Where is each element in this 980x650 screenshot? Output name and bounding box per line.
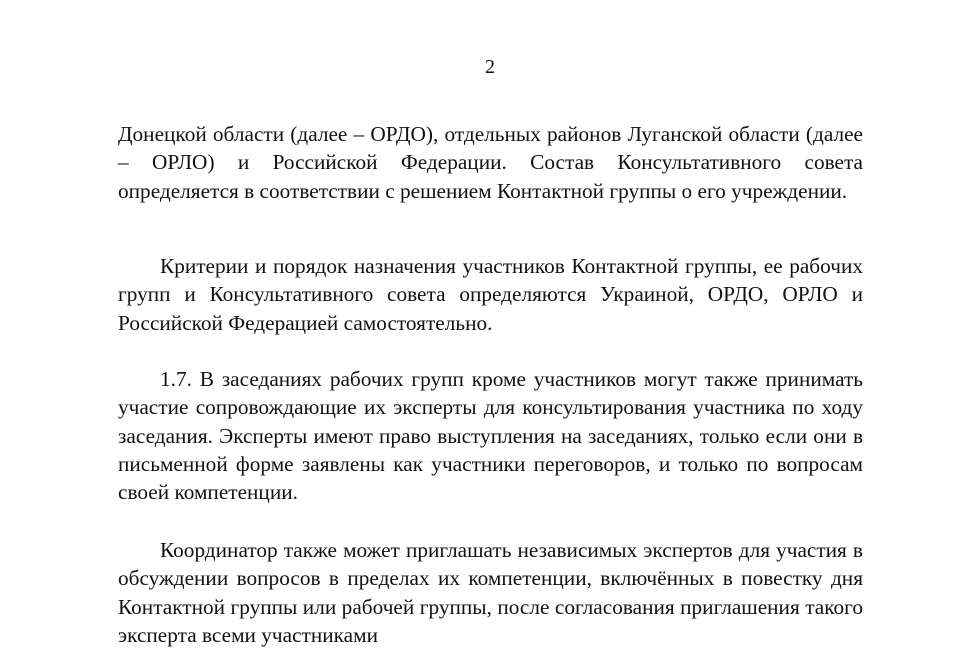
paragraph-section-1-7: 1.7. В заседаниях рабочих групп кроме участников могут также принимать участие сопровождающие их эксперты для консультирования участника по ходу заседания. Эксперты имеют право выступления на заседаниях, только если они в письменной форме заявлены как участники переговоров, и только по вопросам своей компетенции.	[118, 367, 863, 505]
paragraph-continuation: Донецкой области (далее – ОРДО), отдельных районов Луганской области (далее – ОРЛО) и Российской Федерации. Состав Консультативного совета определяется в соответствии с решением Контактной группы о его учреждении.	[118, 122, 863, 203]
paragraph-coordinator: Координатор также может приглашать независимых экспертов для участия в обсуждении вопросов в пределах их компетенции, включённых в повестку дня Контактной группы или рабочей группы, после согласования приглашения такого эксперта всеми участниками	[118, 538, 863, 647]
paragraph-criteria: Критерии и порядок назначения участников Контактной группы, ее рабочих групп и Консультативного совета определяются Украиной, ОРДО, ОРЛО и Российской Федерацией самостоятельно.	[118, 254, 863, 335]
page-number: 2	[485, 56, 495, 78]
